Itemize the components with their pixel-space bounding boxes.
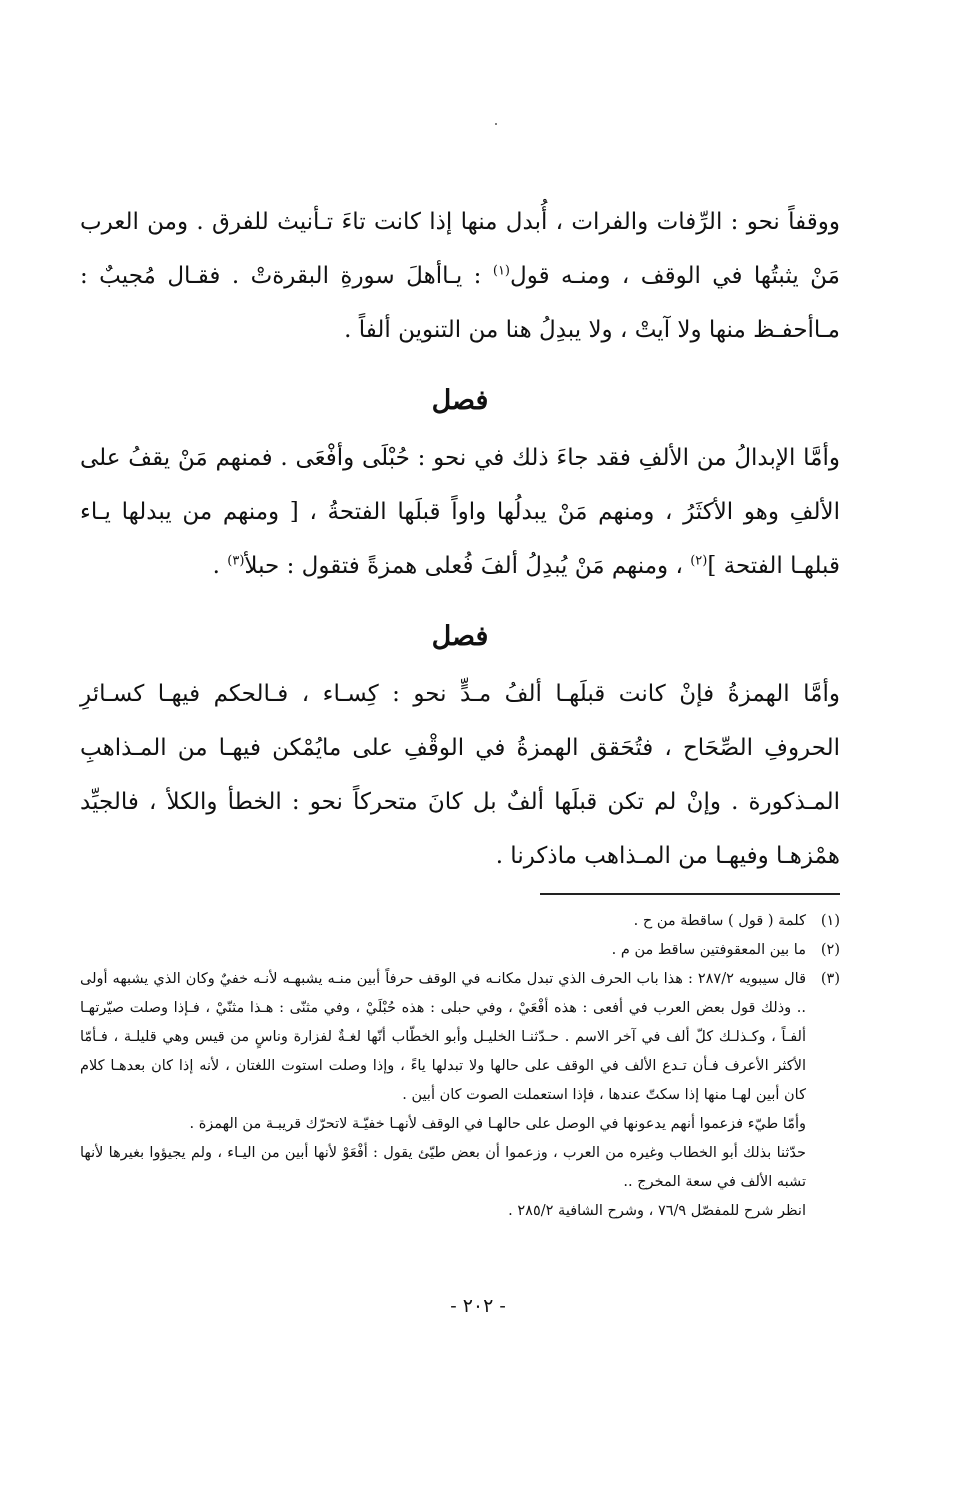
paragraph-1-text-b: : يـاأهلَ سورةِ البقرةتْ . فقـال مُجيبٌ : مـاأحفـظ منها ولا آيتْ ، ولا يبدِلُ هنا من التنوين ألفاً . (80, 263, 840, 343)
footnote-1 (80, 907, 840, 936)
footnote-3-continuation-2: حدّثنا بذلك أبو الخطاب وغيره من العرب ، وزعموا أن بعض طيّئ يقول : أفْعَوْ لأنها أبين من اليـاء ، ولم يجيؤوا بغيرها لأنها تشبه الألف في سعة المخرج .. (80, 1145, 806, 1190)
footnote-ref-3: (٣) (227, 553, 245, 569)
paragraph-1 (80, 195, 840, 357)
paragraph-2-text-b: ، ومنهم مَنْ يُبدِلُ ألفَ فُعلى همزةً فتقول : حبلأ (244, 553, 691, 579)
footnote-number: (٢) (820, 942, 840, 958)
footnotes (80, 907, 840, 1226)
scan-speck (495, 123, 497, 125)
section-heading-1: فصل (431, 385, 489, 416)
footnote-3-continuation-3: انظر شرح للمفصّل ٧٦/٩ ، وشرح الشافية ٢٨٥/٢ . (508, 1203, 806, 1219)
footnote-ref-2: (٢) (690, 553, 708, 569)
paragraph-2-text-c: . (212, 553, 228, 579)
footnote-number: (١) (820, 913, 840, 929)
footnote-text: قال سيبويه ٢٨٧/٢ : هذا باب الحرف الذي تبدل مكانـه في الوقف حرفاً أبين منـه يشبهـه لأنـه خفيٌ وكان الذي يشبهه أولى .. وذلك قول بعض العرب في أفعى : هذه أفْعَيْ ، وفي حبلى : هذه حُبْلَيْ ، وفي مثنّى : هـذا مثنّيْ ، فـإذا وصلت صيّرتهـا ألفـاً ، وكـذلـك كلّ ألف في آخر الاسم . حـدّثنـا الخليـل وأبو الخطّاب أنّها لغـةٌ لفزارة وناسٍ من قيس وهي قليلـة ، فـأمّا الأكثر الأعرف فـأن تـدع الألف في الوقف على حالها ولا تبدلها ياءً ، وإذا وصلت استوت اللغتان ، لأنه إذا كان بعدهـا كلام كان أبين لهـا منها إذا سكتّ عندها ، فإذا استعملت الصوت كان أبين . (80, 971, 806, 1103)
footnote-3-continuation-1: وأمّا طيّء فزعموا أنهم يدعونها في الوصل على حالهـا في الوقف لأنهـا خفيّـة لاتحرّك قريبـة من الهمزة . (189, 1116, 806, 1132)
paragraph-2-text-a: وأمَّا الإبدالُ من الألفِ فقد جاءَ ذلك في نحو : حُبْلَى وأفْعَى . فمنهم مَنْ يقفُ على الألفِ وهو الأكثَرُ ، ومنهم مَنْ يبدلُها واواً قبلَها الفتحةُ ، [ ومنهم من يبدلها يـاء قبلهـا الفتحة ] (80, 445, 840, 579)
footnote-text: ما بين المعقوفتين ساقط من م . (611, 942, 806, 958)
footnote-text: كلمة ( قول ) ساقطة من ح . (633, 913, 806, 929)
page-body (80, 195, 840, 1226)
footnote-2 (80, 936, 840, 965)
footnote-number: (٣) (820, 971, 840, 987)
section-heading-2: فصل (431, 621, 489, 652)
footnote-divider (540, 893, 840, 895)
page-number: - ٢٠٢ - (450, 1295, 506, 1317)
paragraph-1-text-a: ووقفاً نحو : الرِّفات والفرات ، أُبدل منها إذا كانت تاءَ تـأنيث للفرق . ومن العرب مَنْ يثبتُها في الوقف ، ومنـه قول (80, 209, 840, 289)
paragraph-2 (80, 431, 840, 593)
paragraph-3: وأمَّا الهمزةُ فإنْ كانت قبلَهـا ألفُ مـدٍّ نحو : كِسـاء ، فـالحكم فيهـا كسـائرِ الحروفِ الصِّحَاح ، فتُحَقق الهمزةُ في الوقْفِ على مايُمْكن فيهـا من المـذاهبِ المـذكورة . وإنْ لم تكن قبلَها ألفٌ بل كانَ متحركاً نحو : الخطأ والكلأ ، فالجيِّد همْزهـا وفيهـا من المـذاهب ماذكرنا . (80, 681, 840, 869)
footnote-3 (80, 965, 840, 1110)
footnote-ref-1: (١) (492, 263, 510, 279)
